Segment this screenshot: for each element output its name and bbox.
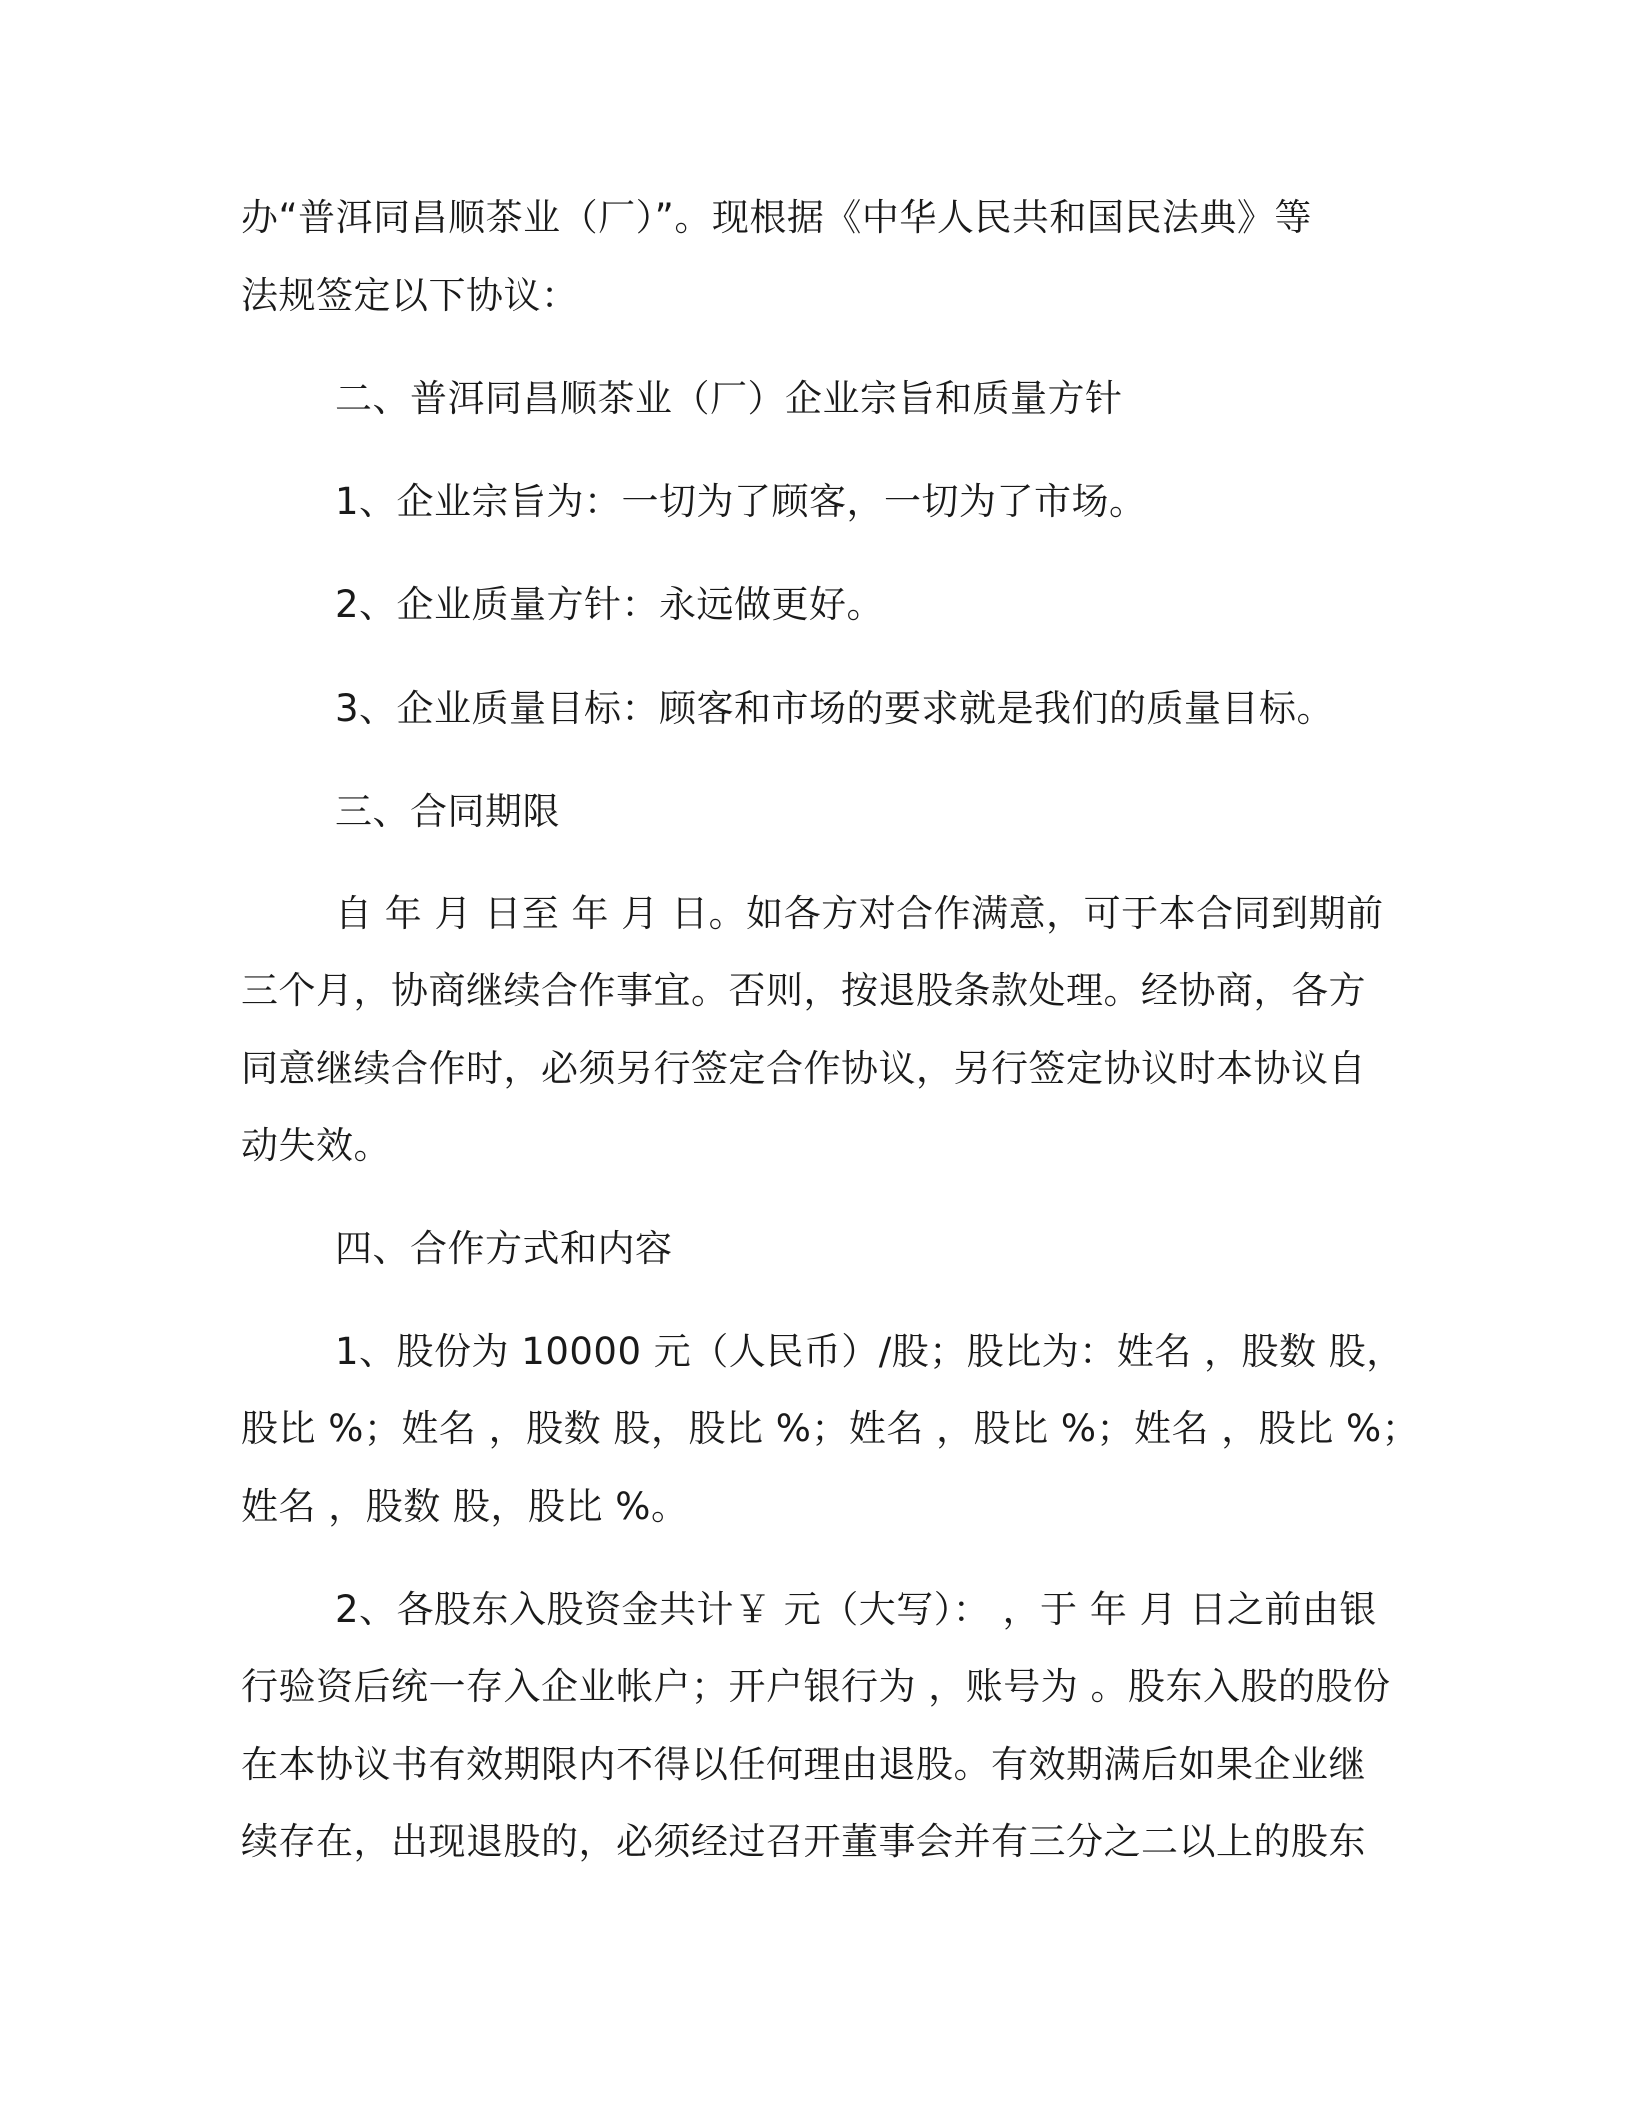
- list-item: 2、企业质量方针：永远做更好。: [335, 583, 885, 626]
- list-item: 1、企业宗旨为：一切为了顾客，一切为了市场。: [335, 480, 1147, 523]
- list-item: 3、企业质量目标：顾客和市场的要求就是我们的质量目标。: [335, 687, 1335, 730]
- paragraph-line: 续存在，出现退股的，必须经过召开董事会并有三分之二以上的股东: [241, 1820, 1366, 1863]
- section-heading-4: 四、合作方式和内容: [335, 1227, 673, 1270]
- paragraph-line: 法规签定以下协议：: [241, 274, 579, 317]
- paragraph-line: 2、各股东入股资金共计￥ 元（大写）： ，于 年 月 日之前由银: [335, 1588, 1377, 1631]
- paragraph-line: 动失效。: [241, 1124, 391, 1167]
- paragraph-line: 行验资后统一存入企业帐户；开户银行为 ，账号为 。股东入股的股份: [241, 1665, 1391, 1708]
- paragraph-line: 自 年 月 日至 年 月 日。如各方对合作满意，可于本合同到期前: [335, 892, 1384, 935]
- section-heading-3: 三、合同期限: [335, 790, 560, 833]
- paragraph-line: 三个月，协商继续合作事宜。否则，按退股条款处理。经协商，各方: [241, 969, 1366, 1012]
- paragraph-line: 1、股份为 10000 元（人民币）/股；股比为：姓名 ，股数 股，: [335, 1330, 1404, 1373]
- paragraph-line: 股比 %；姓名 ，股数 股，股比 %；姓名 ，股比 %；姓名 ，股比 %；: [241, 1407, 1420, 1450]
- paragraph-line: 办“普洱同昌顺茶业（厂）”。现根据《中华人民共和国民法典》等: [241, 196, 1312, 239]
- paragraph-line: 同意继续合作时，必须另行签定合作协议，另行签定协议时本协议自: [241, 1047, 1366, 1090]
- paragraph-line: 在本协议书有效期限内不得以任何理由退股。有效期满后如果企业继: [241, 1743, 1366, 1786]
- section-heading-2: 二、普洱同昌顺茶业（厂）企业宗旨和质量方针: [335, 377, 1123, 420]
- paragraph-line: 姓名 ，股数 股，股比 %。: [241, 1485, 689, 1528]
